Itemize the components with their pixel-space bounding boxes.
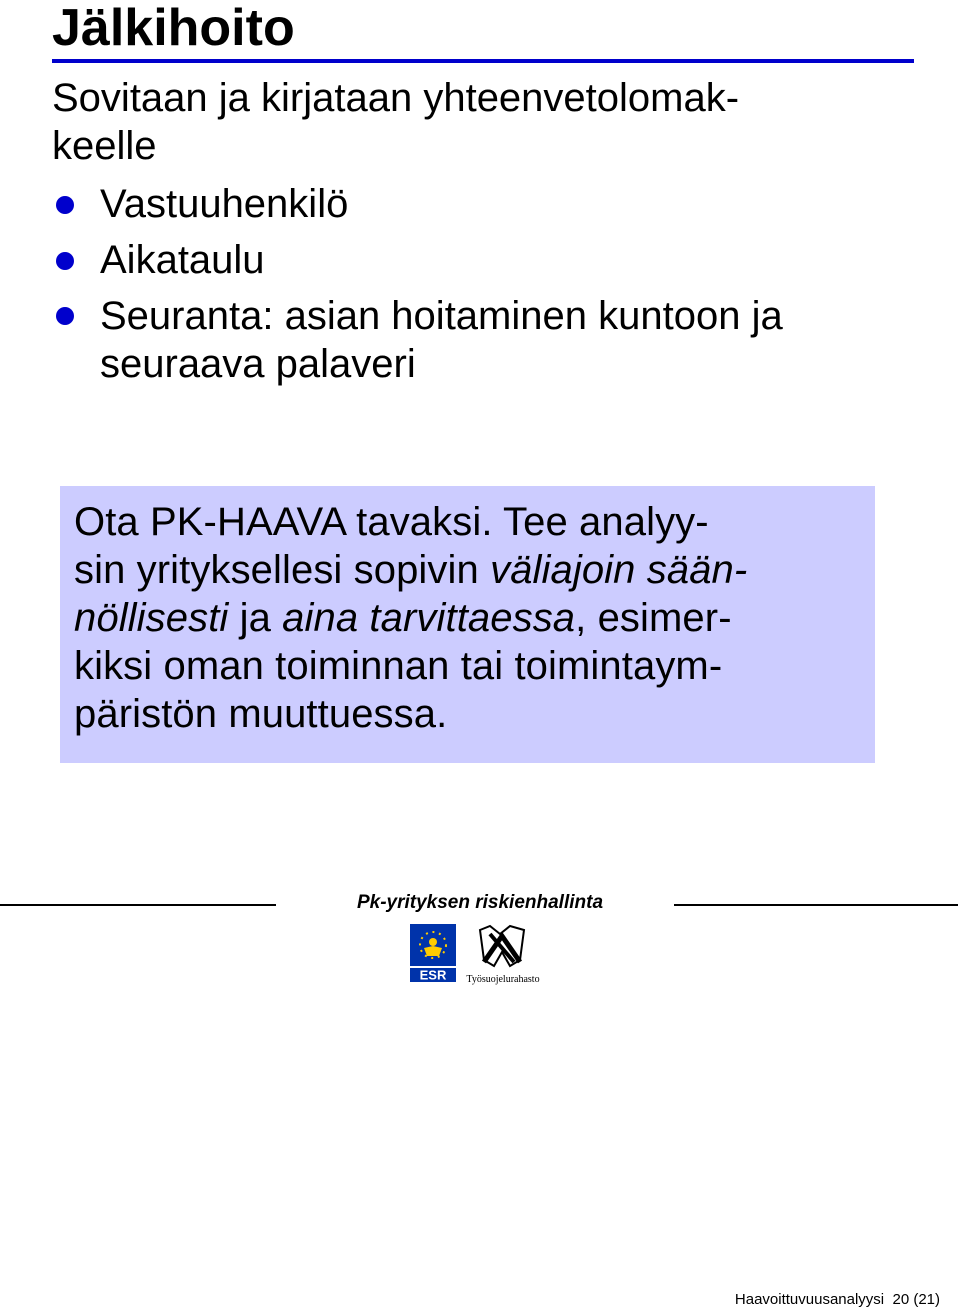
footer-title: Pk-yrityksen riskienhallinta xyxy=(356,892,604,913)
bullet-item xyxy=(52,292,932,388)
footer-logos xyxy=(410,922,550,986)
callout-box xyxy=(60,486,875,763)
title-underline xyxy=(52,59,914,63)
esr-logo-text: ESR xyxy=(419,967,447,983)
page-title: Jälkihoito xyxy=(52,0,295,57)
intro-line: keelle xyxy=(52,124,157,168)
bullet-dot-icon xyxy=(56,307,74,325)
callout-line xyxy=(74,546,861,594)
tyosuojelurahasto-logo xyxy=(466,926,539,985)
bullet-text: seuraava palaveri xyxy=(100,342,416,386)
bullet-item xyxy=(52,232,932,288)
esr-logo xyxy=(410,924,456,983)
callout-segment: , esimer- xyxy=(575,596,732,640)
intro-line: Sovitaan ja kirjataan yhteenvetolomak- xyxy=(52,76,740,120)
callout-emphasis: aina tarvittaessa xyxy=(282,596,576,640)
callout-emphasis: nöllisesti xyxy=(74,596,229,640)
callout-text xyxy=(74,498,861,738)
callout-line: Ota PK-HAAVA tavaksi. Tee analyy- xyxy=(74,500,709,544)
intro-text xyxy=(52,74,892,170)
footer-rule-right xyxy=(674,904,958,906)
bullet-text: Seuranta: asian hoitaminen kuntoon ja xyxy=(100,294,783,338)
bullet-dot-icon xyxy=(56,252,74,270)
callout-line xyxy=(74,594,861,642)
callout-emphasis: väliajoin sään- xyxy=(490,548,748,592)
callout-line: päristön muuttuessa. xyxy=(74,692,448,736)
callout-segment: ja xyxy=(228,596,283,640)
fund-logo-text: Työsuojelurahasto xyxy=(466,974,540,985)
bullet-text: Vastuuhenkilö xyxy=(100,182,349,226)
page-number: Haavoittuvuusanalyysi 20 (21) xyxy=(734,1291,940,1308)
bullet-text: Aikataulu xyxy=(100,238,265,282)
callout-segment: sin yrityksellesi sopivin xyxy=(74,548,491,592)
callout-line: kiksi oman toiminnan tai toimintaym- xyxy=(74,644,723,688)
bullet-item xyxy=(52,176,932,232)
bullet-dot-icon xyxy=(56,196,74,214)
bullet-list xyxy=(52,176,932,388)
